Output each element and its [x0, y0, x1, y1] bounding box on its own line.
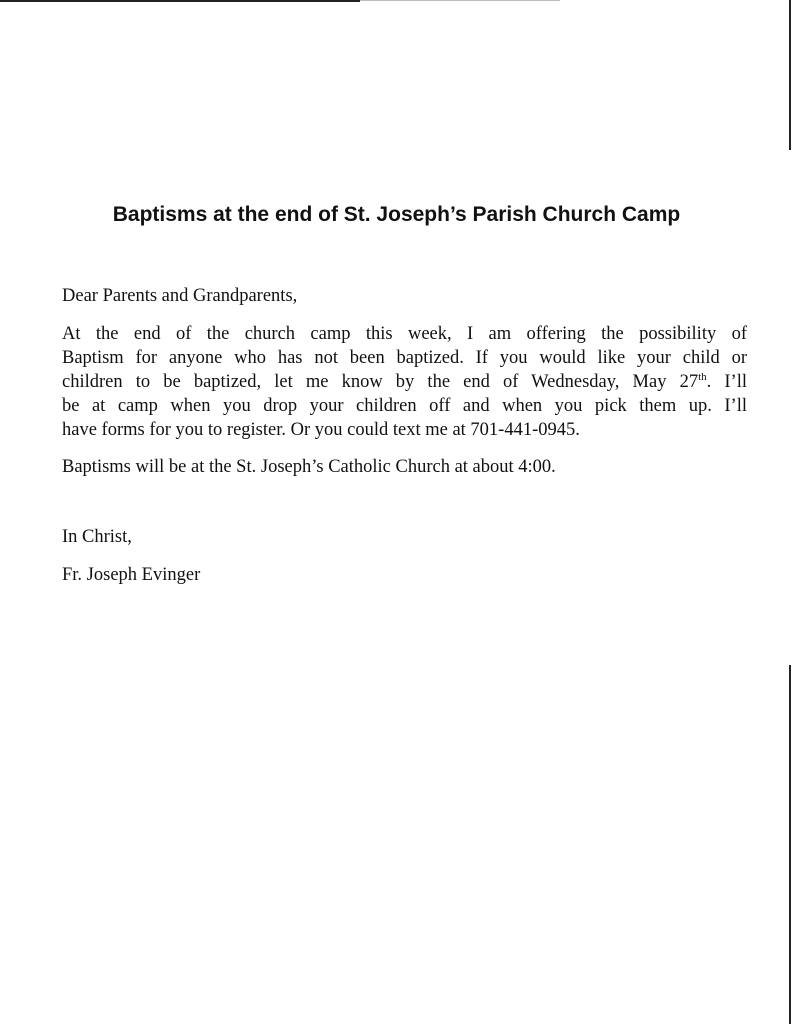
letter-title: Baptisms at the end of St. Joseph’s Parish Church Camp — [112, 203, 681, 226]
scan-artifact-top-line — [0, 0, 360, 2]
scan-artifact-right-edge-upper — [789, 0, 791, 150]
ordinal-suffix: th — [698, 370, 707, 383]
paragraph-line: be at camp when you drop your children off and when you pick them up. I’ll — [62, 396, 747, 416]
paragraph-location: Baptisms will be at the St. Joseph’s Catholic Church at about 4:00. — [62, 457, 556, 477]
paragraph-line — [62, 370, 747, 394]
salutation: Dear Parents and Grandparents, — [62, 286, 298, 306]
paragraph-line-text: children to be baptized, let me know by the end of Wednesday, May 27 — [62, 372, 699, 392]
paragraph-line: have forms for you to register. Or you could text me at 701-441-0945. — [62, 420, 580, 440]
paragraph-line-text: . I’ll — [706, 372, 747, 392]
scan-artifact-top-line-faint — [360, 0, 560, 1]
closing: In Christ, — [62, 527, 132, 547]
signature-name: Fr. Joseph Evinger — [62, 565, 201, 585]
paragraph-announcement — [62, 322, 747, 442]
scan-artifact-right-edge-lower — [789, 665, 791, 1024]
paragraph-line: Baptism for anyone who has not been baptized. If you would like your child or — [62, 348, 747, 368]
paragraph-line: At the end of the church camp this week, I am offering the possibility of — [62, 324, 747, 344]
